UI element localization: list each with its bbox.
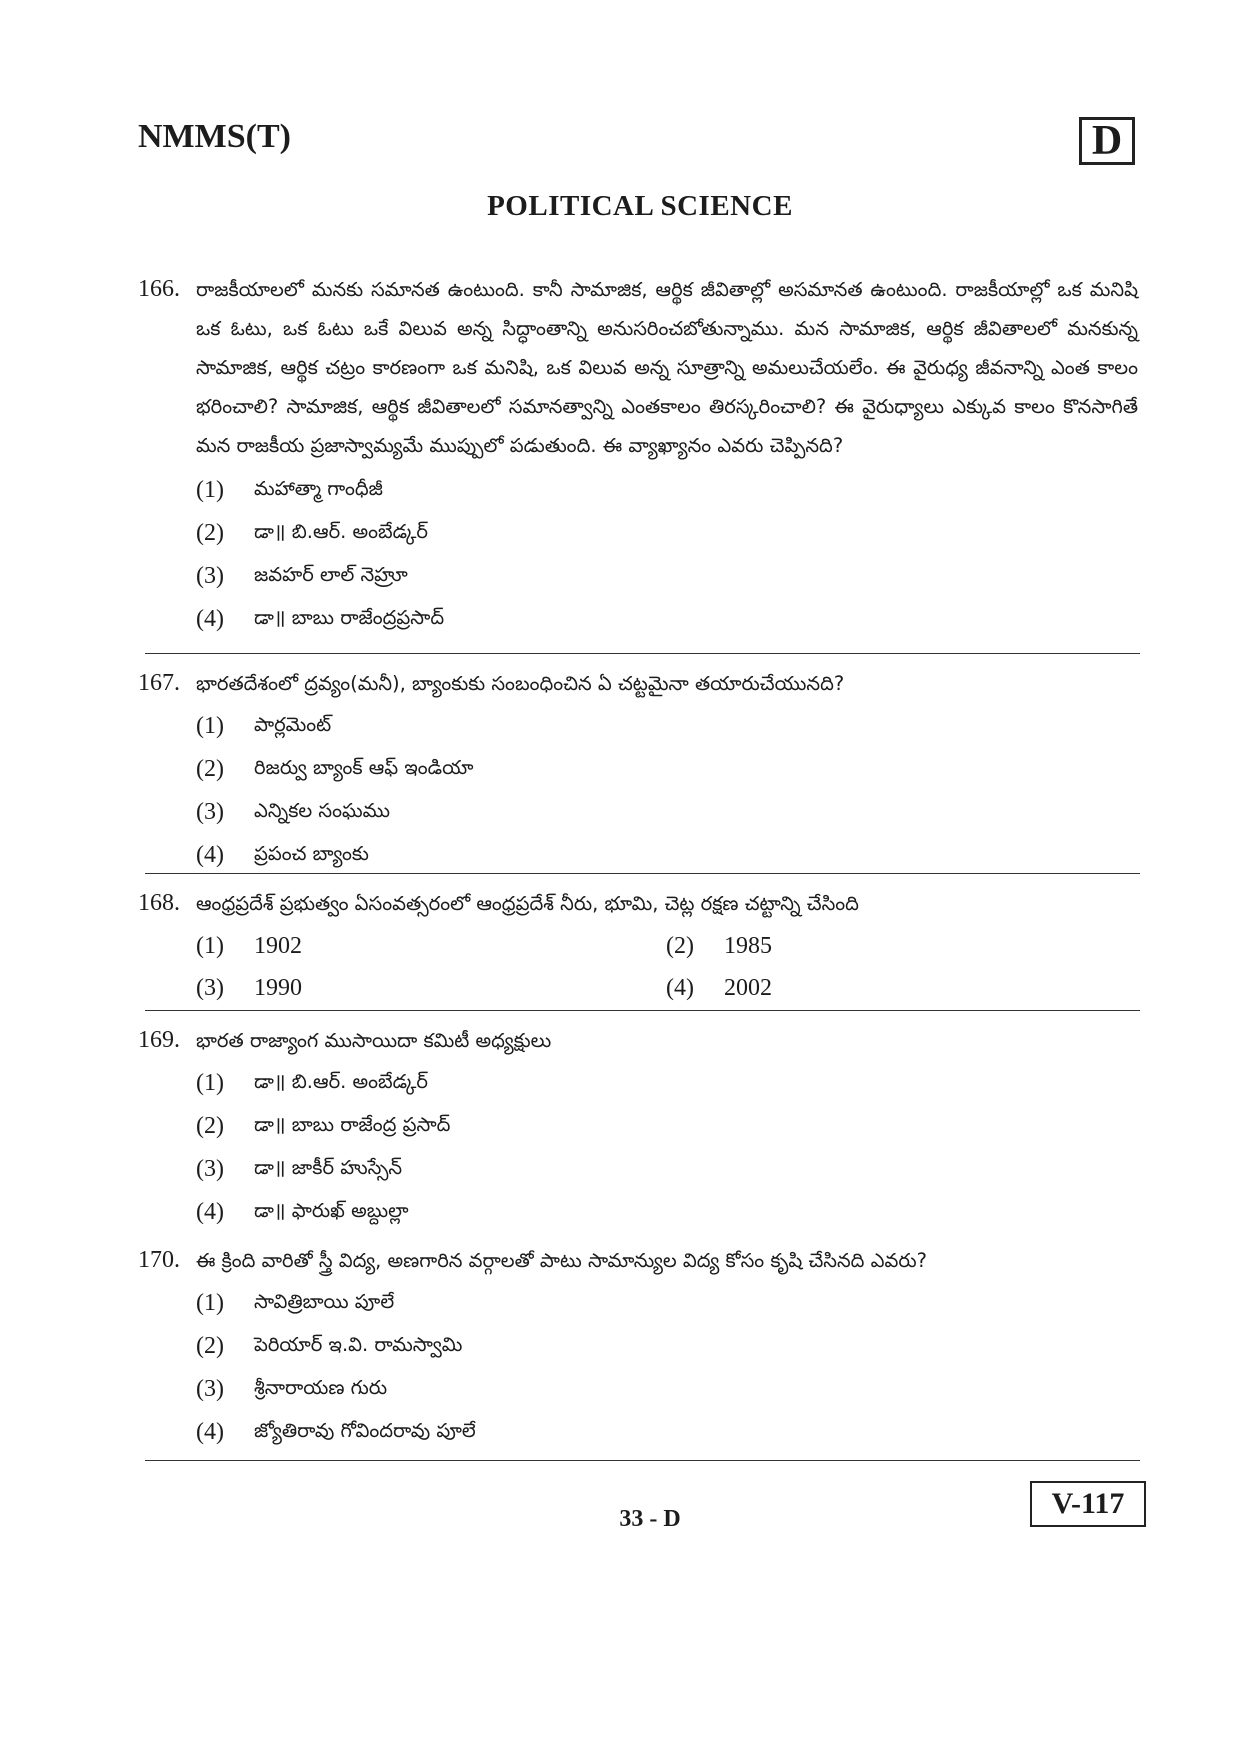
option-number: (1) (196, 477, 224, 503)
option-text: డా॥ బాబు రాజేంద్ర ప్రసాద్ (254, 1112, 451, 1136)
question-text: భారతదేశంలో ద్రవ్యం(మనీ), బ్యాంకుకు సంబంధించిన ఏ చట్టమైనా తయారుచేయునది? (196, 672, 845, 695)
option-2 (666, 925, 1066, 967)
booklet-code: V-117 (1051, 1487, 1125, 1520)
option-text: 1985 (724, 932, 772, 959)
option-text: డా॥ బి.ఆర్. అంబేడ్కర్ (254, 519, 428, 543)
option-number: (1) (196, 713, 224, 739)
page-number: 33 - D (619, 1506, 681, 1532)
option-number: (2) (666, 932, 694, 959)
option-4 (196, 834, 1138, 877)
question-number: 167. (138, 670, 180, 696)
set-label: D (1091, 118, 1123, 164)
option-1 (196, 925, 666, 967)
option-number: (2) (196, 756, 224, 782)
option-4 (196, 598, 1138, 641)
question-number: 166. (138, 276, 180, 302)
question-170 (138, 1241, 1138, 1454)
divider (145, 653, 1140, 654)
option-text: పెరియార్ ఇ.వి. రామస్వామి (254, 1332, 463, 1356)
question-text: భారత రాజ్యాంగ ముసాయిదా కమిటీ అధ్యక్షులు (196, 1029, 552, 1052)
divider (145, 1010, 1140, 1011)
question-number: 168. (138, 890, 180, 916)
exam-code: NMMS(T) (138, 118, 291, 155)
option-text: మహాత్మా గాంధీజీ (254, 476, 383, 500)
option-3 (196, 555, 1138, 598)
option-text: జ్యోతిరావు గోవిందరావు పూలే (254, 1418, 476, 1442)
option-number: (2) (196, 520, 224, 546)
divider (145, 1460, 1140, 1461)
option-number: (3) (196, 563, 224, 589)
option-number: (1) (196, 1070, 224, 1096)
option-text: సావిత్రిబాయి పూలే (254, 1289, 395, 1313)
question-169 (138, 1021, 1138, 1234)
option-1 (196, 705, 1138, 748)
option-number: (2) (196, 1333, 224, 1359)
option-2 (196, 1325, 1138, 1368)
option-3 (196, 791, 1138, 834)
option-text: ప్రపంచ బ్యాంకు (254, 841, 369, 865)
option-number: (3) (196, 1156, 224, 1182)
option-3 (196, 967, 666, 1009)
option-number: (3) (196, 799, 224, 825)
option-1 (196, 1282, 1138, 1325)
option-text: 2002 (724, 974, 772, 1001)
option-text: శ్రీనారాయణ గురు (254, 1375, 388, 1399)
option-text: 1902 (254, 932, 302, 959)
question-167 (138, 664, 1138, 877)
question-number: 170. (138, 1247, 180, 1273)
option-2 (196, 1105, 1138, 1148)
question-text: ఈ క్రింది వారితో స్త్రీ విద్య, అణగారిన వర్గాలతో పాటు సామాన్యుల విద్య కోసం కృషి చేసినది ఎవరు? (196, 1249, 928, 1272)
option-text: రిజర్వు బ్యాంక్ ఆఫ్ ఇండియా (254, 755, 474, 779)
question-text: ఆంధ్రప్రదేశ్ ప్రభుత్వం ఏసంవత్సరంలో ఆంధ్రప్రదేశ్ నీరు, భూమి, చెట్ల రక్షణ చట్టాన్ని చేసింది (196, 892, 859, 915)
booklet-code-box (1030, 1481, 1146, 1527)
option-text: ఎన్నికల సంఘము (254, 798, 390, 822)
option-number: (4) (666, 974, 694, 1001)
option-text: పార్లమెంట్ (254, 712, 332, 736)
option-3 (196, 1368, 1138, 1411)
option-number: (2) (196, 1113, 224, 1139)
option-number: (4) (196, 606, 224, 632)
option-4 (196, 1411, 1138, 1454)
option-number: (4) (196, 842, 224, 868)
option-number: (3) (196, 974, 224, 1001)
divider (145, 873, 1140, 874)
question-168 (138, 884, 1138, 1009)
option-number: (1) (196, 1290, 224, 1316)
subject-title: POLITICAL SCIENCE (487, 190, 793, 222)
question-166 (138, 270, 1138, 641)
option-number: (4) (196, 1199, 224, 1225)
option-1 (196, 469, 1138, 512)
option-text: 1990 (254, 974, 302, 1001)
option-4 (196, 1191, 1138, 1234)
question-number: 169. (138, 1027, 180, 1053)
option-number: (4) (196, 1419, 224, 1445)
option-text: డా॥ బాబు రాజేంద్రప్రసాద్ (254, 605, 445, 629)
option-number: (3) (196, 1376, 224, 1402)
option-text: జవహర్ లాల్ నెహ్రూ (254, 562, 408, 586)
option-1 (196, 1062, 1138, 1105)
option-3 (196, 1148, 1138, 1191)
question-text: రాజకీయాలలో మనకు సమానత ఉంటుంది. కానీ సామాజిక, ఆర్థిక జీవితాల్లో అసమానత ఉంటుంది. రాజకీయాల్లో ఒక మనిషి ఒక ఓటు, ఒక ఓటు ఒకే విలువ అన్న సిద్ధాంతాన్ని అనుసరించబోతున్నాము. మన సామాజిక, ఆర్థిక జీవితాలలో మనకున్న సామాజిక, ఆర్థిక చట్రం కారణంగా ఒక మనిషి, ఒక విలువ అన్న సూత్రాన్ని అమలుచేయలేం. ఈ వైరుధ్య జీవనాన్ని ఎంత కాలం భరించాలి? సామాజిక, ఆర్థిక జీవితాలలో సమానత్వాన్ని ఎంతకాలం తిరస్కరించాలి? ఈ వైరుధ్యాలు ఎక్కువ కాలం కొనసాగితే మన రాజకీయ ప్రజాస్వామ్యమే ముప్పులో పడుతుంది. ఈ వ్యాఖ్యానం ఎవరు చెప్పినది? (196, 278, 1138, 457)
set-label-box (1079, 117, 1135, 165)
option-text: డా॥ బి.ఆర్. అంబేడ్కర్ (254, 1069, 428, 1093)
option-text: డా॥ ఫారుఖ్ అబ్దుల్లా (254, 1198, 409, 1222)
option-2 (196, 748, 1138, 791)
option-2 (196, 512, 1138, 555)
option-4 (666, 967, 1066, 1009)
option-number: (1) (196, 932, 224, 959)
option-text: డా॥ జాకీర్ హుస్సేన్ (254, 1155, 403, 1179)
